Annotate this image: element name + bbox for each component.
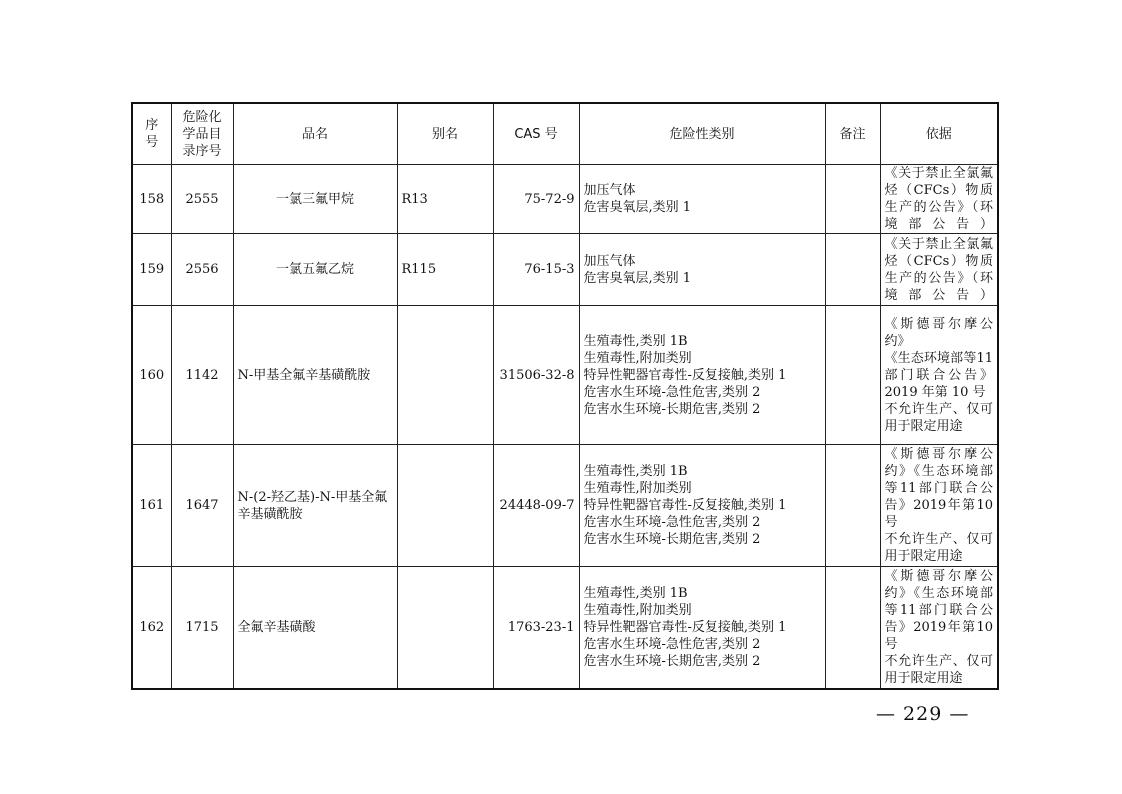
cell-seq: 161 [132,445,171,567]
cell-cas: 24448-09-7 [493,445,579,567]
table-header-row [132,103,998,165]
cell-seq: 162 [132,567,171,689]
cell-basis: 《斯德哥尔摩公约》 《生态环境部等11 部门联合公告》2019 年第 10 号 不允许生产、仅可用于限定用途 [880,306,998,445]
page-number: — 229 — [876,703,970,725]
cell-seq: 158 [132,165,171,234]
cell-cas: 1763-23-1 [493,567,579,689]
cell-name: 全氟辛基磺酸 [233,567,397,689]
table-row [132,445,998,567]
cell-alias [397,445,493,567]
table-row [132,165,998,234]
cell-seq: 160 [132,306,171,445]
col-header-hazard: 危险性类别 [579,103,825,165]
col-header-catalog-no: 危险化 学品目 录序号 [171,103,233,165]
cell-hazard: 生殖毒性,类别 1B 生殖毒性,附加类别 特异性靶器官毒性-反复接触,类别 1 危害水生环境-急性危害,类别 2 危害水生环境-长期危害,类别 2 [579,445,825,567]
cell-hazard: 生殖毒性,类别 1B 生殖毒性,附加类别 特异性靶器官毒性-反复接触,类别 1 危害水生环境-急性危害,类别 2 危害水生环境-长期危害,类别 2 [579,306,825,445]
col-header-seq: 序 号 [132,103,171,165]
col-header-name: 品名 [233,103,397,165]
cell-name: 一氯五氟乙烷 [233,234,397,306]
cell-catalog-no: 1647 [171,445,233,567]
cell-basis: 《关于禁止全氯氟烃（CFCs）物质生产的公告》（环境部公告） [880,165,998,234]
cell-basis: 《关于禁止全氯氟烃（CFCs）物质生产的公告》（环境部公告） [880,234,998,306]
cell-name: 一氯三氟甲烷 [233,165,397,234]
cell-basis: 《斯德哥尔摩公约》《生态环境部等11部门联合公告》2019年第10号 不允许生产、仅可用于限定用途 [880,445,998,567]
col-header-cas: CAS 号 [493,103,579,165]
cell-remark [825,234,880,306]
cell-hazard: 加压气体 危害臭氧层,类别 1 [579,165,825,234]
cell-seq: 159 [132,234,171,306]
hazardous-chemicals-table [131,102,999,690]
cell-remark [825,567,880,689]
cell-catalog-no: 1142 [171,306,233,445]
cell-remark [825,306,880,445]
col-header-alias: 别名 [397,103,493,165]
cell-name: N-(2-羟乙基)-N-甲基全氟辛基磺酰胺 [233,445,397,567]
cell-cas: 76-15-3 [493,234,579,306]
table-row [132,567,998,689]
cell-remark [825,445,880,567]
cell-hazard: 生殖毒性,类别 1B 生殖毒性,附加类别 特异性靶器官毒性-反复接触,类别 1 危害水生环境-急性危害,类别 2 危害水生环境-长期危害,类别 2 [579,567,825,689]
cell-catalog-no: 1715 [171,567,233,689]
table-row [132,306,998,445]
cell-catalog-no: 2556 [171,234,233,306]
table-row [132,234,998,306]
cell-name: N-甲基全氟辛基磺酰胺 [233,306,397,445]
cell-hazard: 加压气体 危害臭氧层,类别 1 [579,234,825,306]
cell-basis: 《斯德哥尔摩公约》《生态环境部等11部门联合公告》2019年第10号 不允许生产、仅可用于限定用途 [880,567,998,689]
cell-cas: 31506-32-8 [493,306,579,445]
cell-alias [397,306,493,445]
col-header-basis: 依据 [880,103,998,165]
cell-cas: 75-72-9 [493,165,579,234]
cell-remark [825,165,880,234]
cell-alias: R13 [397,165,493,234]
cell-alias [397,567,493,689]
col-header-remark: 备注 [825,103,880,165]
cell-catalog-no: 2555 [171,165,233,234]
cell-alias: R115 [397,234,493,306]
